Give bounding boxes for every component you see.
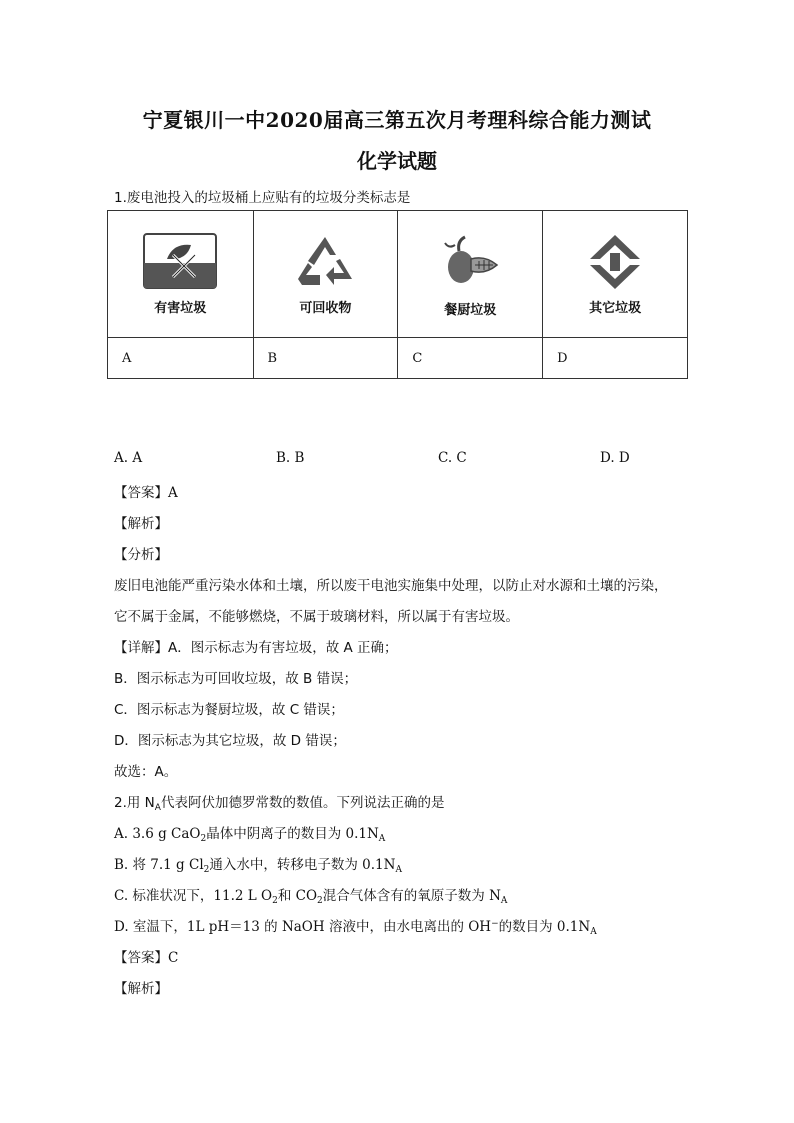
detail-a-text: A．图示标志为有害垃圾，故 A 正确； [168,640,398,656]
hazardous-waste-icon [143,233,217,289]
q1-detail-c: C．图示标志为餐厨垃圾，故 C 错误； [114,702,344,718]
q2-option-d [114,915,597,935]
q1-answer [114,481,178,501]
q2-c-part2: 和 CO [277,888,318,904]
q2-answer-label: 【答案】 [114,950,168,966]
q2-b-part2: 通入水中，转移电子数为 0.1N [209,857,396,873]
q1-detail-d: D．图示标志为其它垃圾，故 D 错误； [114,733,346,749]
q2-analysis-label: 【解析】 [114,981,168,997]
q1-conclusion: 故选：A。 [114,764,178,780]
bin-cell-c [398,211,543,338]
q2-a-sub1: 2 [200,834,207,844]
bin-cell-d [543,211,688,338]
q1-detail-a [114,636,398,656]
q2-b-sub2: A [395,865,402,875]
bin-letter-c: C [398,338,543,379]
q2-stem-pre: 2.用 N [114,795,155,811]
q2-c-part1: C. 标准状况下，11.2 L O [114,888,273,904]
option-c: C. C [438,450,467,466]
q2-a-part2: 晶体中阴离子的数目为 0.1N [206,826,379,842]
option-a: A. A [114,450,143,466]
q1-fenxi-line-1: 废旧电池能严重污染水体和土壤，所以废干电池实施集中处理，以防止对水源和土壤的污染， [114,578,668,594]
bin-cell-b [253,211,398,338]
bin-letter-b: B [253,338,398,379]
page-subtitle: 化学试题 [357,149,437,173]
q2-option-a [114,822,385,842]
q2-d-sup: − [491,919,499,929]
option-b: B. B [276,450,305,466]
kitchen-waste-icon [435,231,505,291]
question-1-stem: 1.废电池投入的垃圾桶上应贴有的垃圾分类标志是 [114,190,411,206]
q2-answer [114,946,178,966]
answer-value: A [168,485,178,501]
q2-c-sub1: 2 [272,896,278,906]
q2-stem-sub: A [154,803,161,813]
other-waste-icon [580,233,650,289]
bin-caption-c: 餐厨垃圾 [444,302,497,318]
q2-d-part2: 的数目为 0.1N [498,919,591,935]
q2-d-part1: D. 室温下，1L pH＝13 的 NaOH 溶液中，由水电离出的 OH [114,919,492,935]
option-d: D. D [600,450,630,466]
bin-letter-d: D [543,338,688,379]
q2-c-sub3: A [500,896,508,906]
bin-letter-a: A [108,338,254,379]
q2-d-sub1: A [590,927,597,937]
q1-analysis-label: 【解析】 [114,516,168,532]
bin-caption-a: 有害垃圾 [154,300,207,316]
q2-option-c [114,884,507,904]
bin-caption-d: 其它垃圾 [589,300,642,316]
q2-c-sub2: 2 [317,896,323,906]
q1-detail-b: B．图示标志为可回收垃圾，故 B 错误； [114,671,358,687]
q2-b-part1: B. 将 7.1 g Cl [114,857,204,873]
bin-caption-b: 可回收物 [299,300,352,316]
waste-bin-table [107,210,688,379]
q1-fenxi-line-2: 它不属于金属，不能够燃烧，不属于玻璃材料，所以属于有害垃圾。 [114,609,519,625]
answer-label: 【答案】 [114,485,168,501]
q2-b-sub1: 2 [203,865,210,875]
q2-a-sub2: A [378,834,386,844]
detail-label: 【详解】 [114,640,168,656]
bin-cell-a [108,211,254,338]
page-title: 宁夏银川一中2020届高三第五次月考理科综合能力测试 [142,108,652,132]
q2-stem-post: 代表阿伏加德罗常数的数值。下列说法正确的是 [160,795,445,811]
q2-a-part1: A. 3.6 g CaO [114,826,201,842]
recyclable-icon [290,233,360,289]
q2-option-b [114,853,402,873]
q2-answer-value: C [168,950,179,966]
question-2-stem [114,791,444,811]
q2-c-part3: 混合气体含有的氧原子数为 N [322,888,501,904]
q1-fenxi-label: 【分析】 [114,547,168,563]
